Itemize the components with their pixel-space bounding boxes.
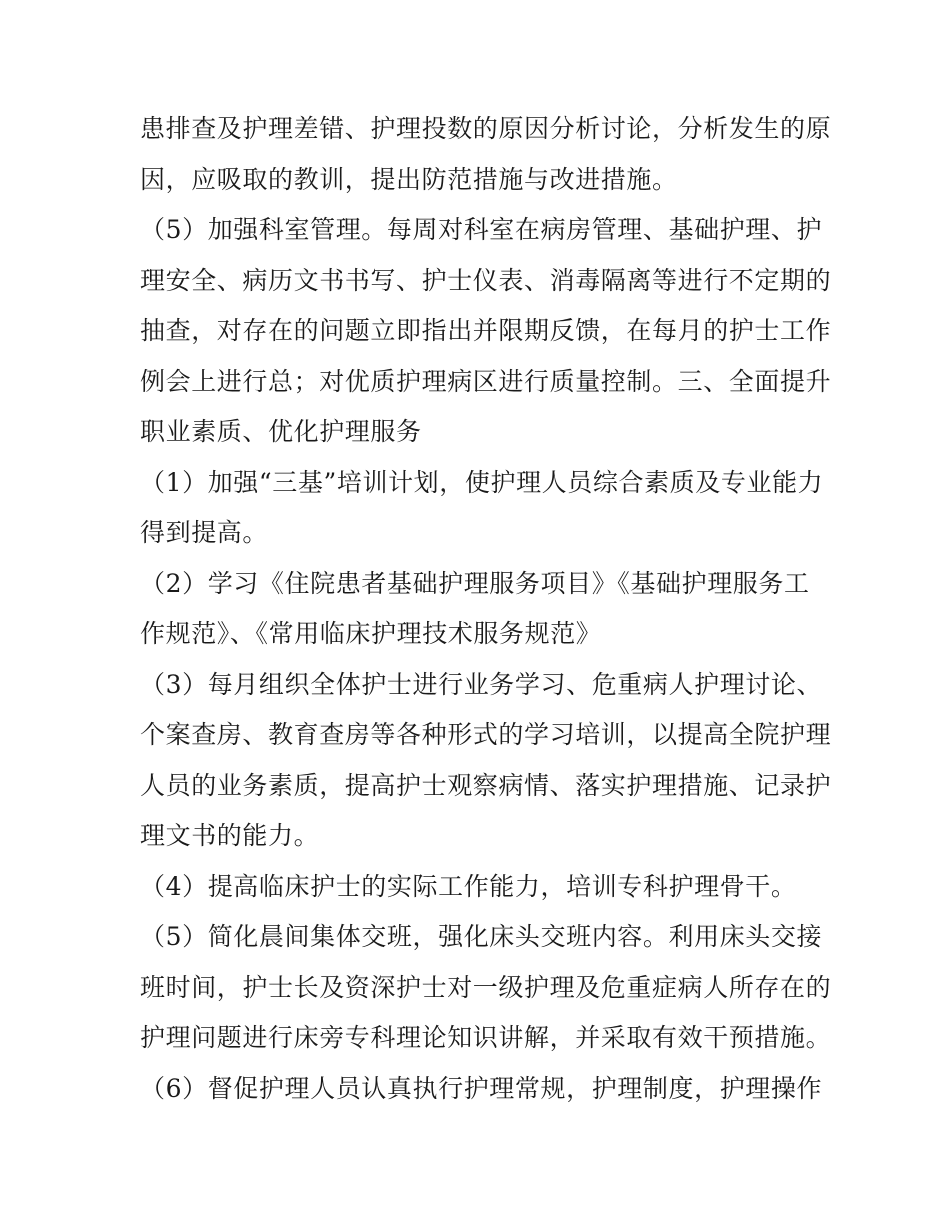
text-line: 作规范》、《常用临床护理技术服务规范》 [140, 619, 602, 648]
text-line: （3）每月组织全体护士进行业务学习、危重病人护理讨论、 [140, 670, 823, 699]
text-line: 例会上进行总；对优质护理病区进行质量控制。三、全面提升 [140, 367, 832, 396]
text-line: 得到提高。 [140, 518, 269, 547]
text-line: 患排查及护理差错、护理投数的原因分析讨论，分析发生的原 [140, 114, 832, 143]
text-line: （6）督促护理人员认真执行护理常规，护理制度，护理操作 [140, 1074, 823, 1103]
text-line: 班时间，护士长及资深护士对一级护理及危重症病人所存在的 [140, 973, 832, 1002]
text-line: （5）简化晨间集体交班，强化床头交班内容。利用床头交接 [140, 922, 823, 951]
text-line: 个案查房、教育查房等各种形式的学习培训，以提高全院护理 [140, 720, 832, 749]
text-line: （2）学习《住院患者基础护理服务项目》《基础护理服务工 [140, 569, 810, 598]
text-line: 因，应吸取的教训，提出防范措施与改进措施。 [140, 165, 678, 194]
text-line: （5）加强科室管理。每周对科室在病房管理、基础护理、护 [140, 215, 823, 244]
text-line: 职业素质、优化护理服务 [140, 417, 422, 446]
text-line: 理安全、病历文书书写、护士仪表、消毒隔离等进行不定期的 [140, 266, 832, 295]
text-line: 人员的业务素质，提高护士观察病情、落实护理措施、记录护 [140, 771, 832, 800]
text-line: 护理问题进行床旁专科理论知识讲解，并采取有效干预措施。 [140, 1023, 832, 1052]
text-line: 抽查，对存在的问题立即指出并限期反馈，在每月的护士工作 [140, 316, 832, 345]
text-line: 理文书的能力。 [140, 821, 320, 850]
text-line: （4）提高临床护士的实际工作能力，培训专科护理骨干。 [140, 872, 797, 901]
text-line: （1）加强“三基”培训计划，使护理人员综合素质及专业能力 [140, 468, 824, 497]
